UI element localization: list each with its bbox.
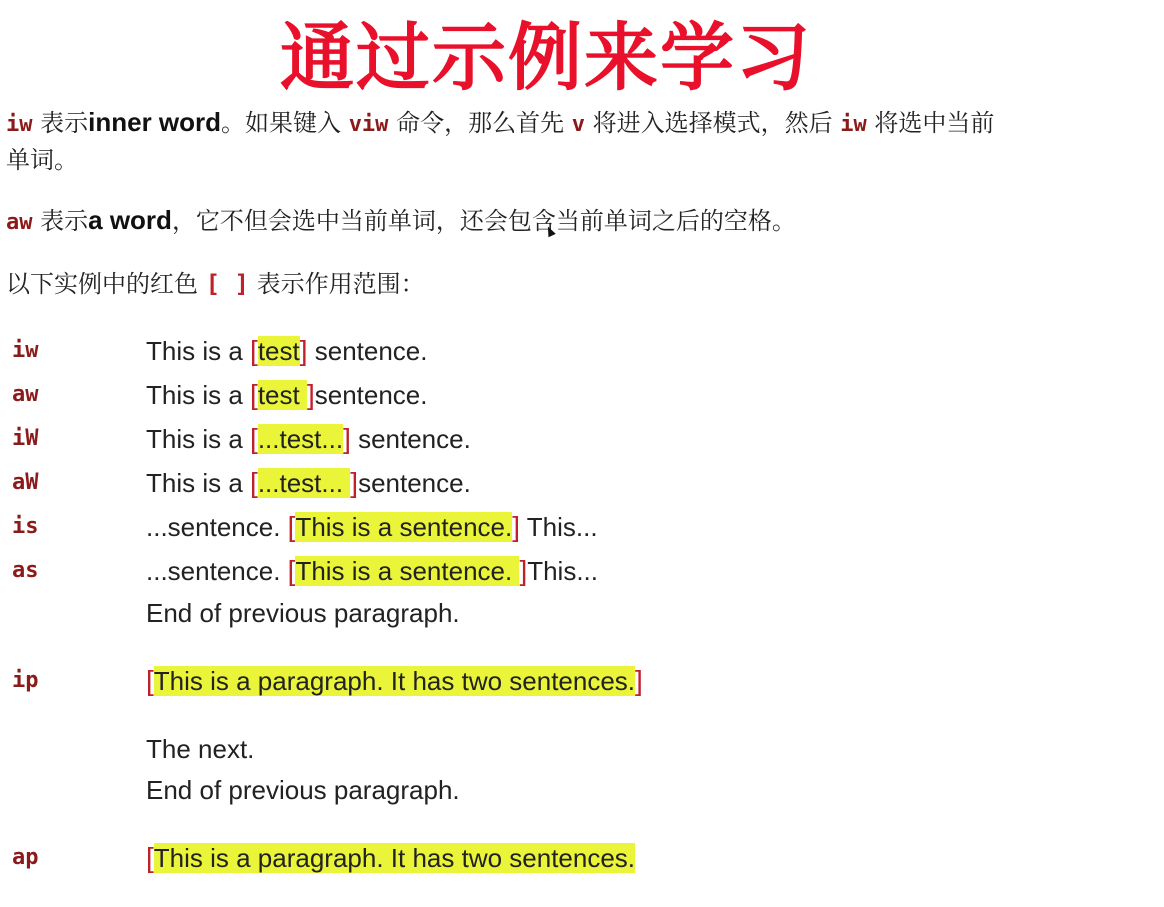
example-key: is: [12, 514, 39, 539]
selection-highlight: This is a paragraph. It has two sentences.: [153, 666, 636, 696]
example-post: This...: [527, 556, 599, 586]
example-row: [0, 463, 1164, 503]
text: 将选中当前: [866, 109, 995, 137]
text: 表示: [32, 109, 89, 137]
close-bracket: ]: [512, 511, 520, 542]
example-post: sentence.: [350, 424, 471, 454]
example-row-ip: [0, 661, 1164, 701]
example-key: aW: [12, 470, 39, 495]
code-viw: viw: [348, 112, 389, 137]
open-bracket: [: [250, 423, 258, 454]
the-next-text: The next.: [146, 734, 255, 764]
open-bracket: [: [250, 335, 258, 366]
text: 以下实例中的红色: [6, 270, 206, 298]
intro-aw-paragraph: [6, 200, 796, 243]
text: 表示作用范围：: [249, 270, 425, 298]
range-note: [6, 264, 425, 304]
example-key: aw: [12, 382, 39, 407]
code-aw: aw: [6, 210, 33, 235]
intro-iw-paragraph: [6, 102, 994, 145]
selection-highlight: ...test...: [257, 424, 344, 454]
example-pre: ...sentence.: [146, 512, 288, 542]
example-post: sentence.: [307, 336, 428, 366]
close-bracket: ]: [306, 379, 315, 410]
example-text: [146, 551, 598, 591]
close-bracket: ]: [635, 665, 643, 696]
term-a-word: a word: [88, 205, 172, 235]
close-bracket: ]: [299, 335, 308, 366]
open-bracket: [: [146, 842, 154, 873]
close-bracket: ]: [519, 555, 528, 586]
code-v: v: [571, 112, 585, 137]
text: 。如果键入: [221, 109, 349, 137]
close-bracket: ]: [350, 467, 359, 498]
page-title: 通过示例来学习: [280, 15, 812, 101]
example-pre: ...sentence.: [146, 556, 288, 586]
example-text: [146, 463, 471, 503]
open-bracket: [: [250, 379, 258, 410]
example-text: [146, 375, 427, 415]
selection-highlight: This is a sentence.: [295, 556, 520, 586]
text: 命令，那么首先: [388, 109, 572, 137]
example-row: [0, 419, 1164, 459]
example-key: iW: [12, 426, 39, 451]
selection-highlight: This is a sentence.: [295, 512, 513, 542]
example-row: [0, 331, 1164, 371]
example-pre: This is a: [146, 468, 251, 498]
example-key: ap: [12, 845, 39, 870]
text: 表示: [32, 207, 89, 235]
example-row: [0, 551, 1164, 591]
example-text: [146, 507, 598, 547]
example-key: as: [12, 558, 39, 583]
example-post: This...: [520, 512, 598, 542]
open-bracket: [: [146, 665, 154, 696]
open-bracket: [: [250, 467, 258, 498]
example-pre: This is a: [146, 336, 251, 366]
term-inner-word: inner word: [88, 107, 222, 137]
example-key: ip: [12, 668, 39, 693]
open-bracket: [: [287, 511, 296, 542]
example-row-ap: [0, 838, 1164, 878]
text: 将进入选择模式，然后: [584, 109, 841, 137]
code-iw: iw: [6, 112, 33, 137]
example-pre: This is a: [146, 424, 251, 454]
example-post: sentence.: [358, 468, 471, 498]
example-post: sentence.: [314, 380, 428, 410]
end-of-previous-paragraph: End of previous paragraph.: [146, 598, 460, 628]
red-brackets: [ ]: [205, 270, 249, 298]
example-text: [146, 331, 428, 371]
code-iw: iw: [840, 112, 867, 137]
example-text: [146, 419, 471, 459]
selection-highlight: test: [257, 336, 300, 366]
intro-iw-paragraph-cont: 单词。: [6, 146, 78, 174]
selection-highlight: ...test...: [257, 468, 351, 498]
example-row: [0, 507, 1164, 547]
close-bracket: ]: [343, 423, 351, 454]
example-text: [146, 661, 643, 701]
selection-highlight: This is a paragraph. It has two sentences.: [153, 843, 636, 873]
selection-highlight: test: [257, 380, 307, 410]
example-key: iw: [12, 338, 39, 363]
example-row: [0, 375, 1164, 415]
example-text: [146, 838, 635, 878]
text: ，它不但会选中当前单词，还会包含当前单词之后的空格。: [171, 207, 796, 235]
open-bracket: [: [287, 555, 296, 586]
end-of-previous-paragraph: End of previous paragraph.: [146, 775, 460, 805]
example-pre: This is a: [146, 380, 251, 410]
